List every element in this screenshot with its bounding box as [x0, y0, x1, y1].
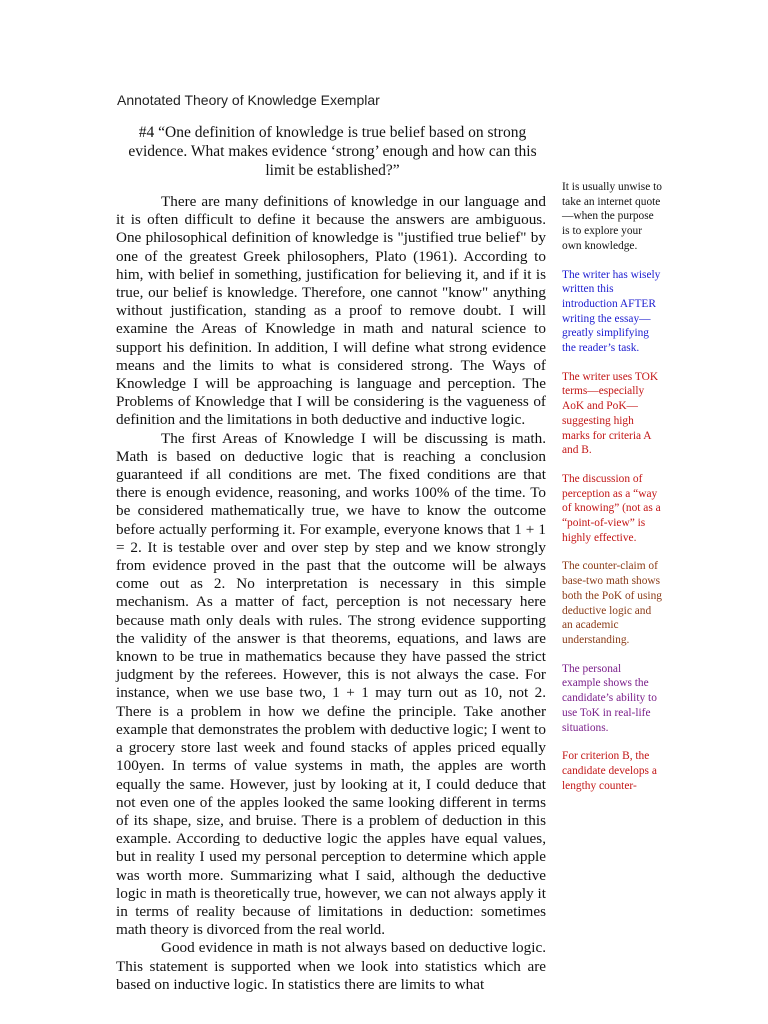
document-title: Annotated Theory of Knowledge Exemplar — [117, 92, 380, 108]
margin-annotations — [562, 180, 662, 807]
essay-paragraph: There are many definitions of knowledge in our language and it is often difficult to define it because the answers are ambiguous. One philosophical definition of knowledge is "justified true belief" by one of the greatest Greek philosophers, Plato (1961). According to him, with belief in something, justification for believing it, and if it is true, our belief is knowledge. Therefore, one cannot "know" anything without justification, standing as a proof to remove doubt. I will examine the Areas of Knowledge in math and natural science to support his definition. In addition, I will define what strong evidence means and the limits to what is considered strong. The Ways of Knowledge I will be approaching is language and perception. The Problems of Knowledge that I will be considering is the vagueness of definition and the limitations in both deductive and inductive logic. — [116, 193, 546, 429]
annotation-note: The writer has wisely written this introduction AFTER writing the essay—greatly simplifying the reader’s task. — [562, 268, 661, 355]
essay-body — [116, 193, 546, 994]
annotation-note: The discussion of perception as a “way of knowing” (not as a “point-of-view” is highly effective. — [562, 472, 661, 544]
annotation-note: The personal example shows the candidate’s ability to use ToK in real-life situations. — [562, 662, 657, 734]
essay-paragraph: Good evidence in math is not always based on deductive logic. This statement is supported when we look into statistics which are based on inductive logic. In statistics there are limits to what — [116, 939, 546, 993]
essay-paragraph: The first Areas of Knowledge I will be discussing is math. Math is based on deductive logic that is reaching a conclusion guaranteed if all conditions are met. The fixed conditions are that there is enough evidence, reasoning, and works 100% of the time. To be considered mathematically true, we have to know the outcome before actually performing it. For example, everyone knows that 1 + 1 = 2. It is testable over and over step by step and we know strongly from evidence proved in the past that the outcome will be always come out as 2. No interpretation is necessary in this simple mechanism. As a matter of fact, perception is not necessary here because math only deals with rules. The strong evidence supporting the validity of the answer is that theorems, equations, and laws are known to be true in mathematics because they have passed the strict judgment by the referees. However, this is not always the case. For instance, when we use base two, 1 + 1 may turn out as 10, not 2. There is a problem in how we define the principle. Take another example that demonstrates the problem with deductive logic; I went to a grocery store last week and found stacks of apples priced equally 100yen. In terms of value systems in math, the apples are worth equally the same. However, just by looking at it, I could deduce that not even one of the apples looked the same looking different in terms of its shape, size, and bruise. There is a problem of deduction in this example. According to deductive logic the apples have equal values, but in reality I used my personal perception to determine which apple was worth more. Summarizing what I said, although the deductive logic in math is theoretically true, however, we can not always apply it in terms of reality because of limitations in deduction: sometimes math theory is divorced from the real world. — [116, 429, 546, 939]
annotation-note: The counter-claim of base-two math shows both the PoK of using deductive logic and an academic understanding. — [562, 560, 662, 646]
annotation-note: For criterion B, the candidate develops a lengthy counter- — [562, 750, 657, 792]
essay-prompt: #4 “One definition of knowledge is true belief based on strong evidence. What makes evidence ‘strong’ enough and how can this limit be established?” — [128, 124, 537, 179]
annotation-note: It is usually unwise to take an internet quote—when the purpose is to explore your own knowledge. — [562, 181, 662, 252]
annotation-note: The writer uses TOK terms—especially AoK and PoK—suggesting high marks for criteria A and B. — [562, 370, 659, 457]
